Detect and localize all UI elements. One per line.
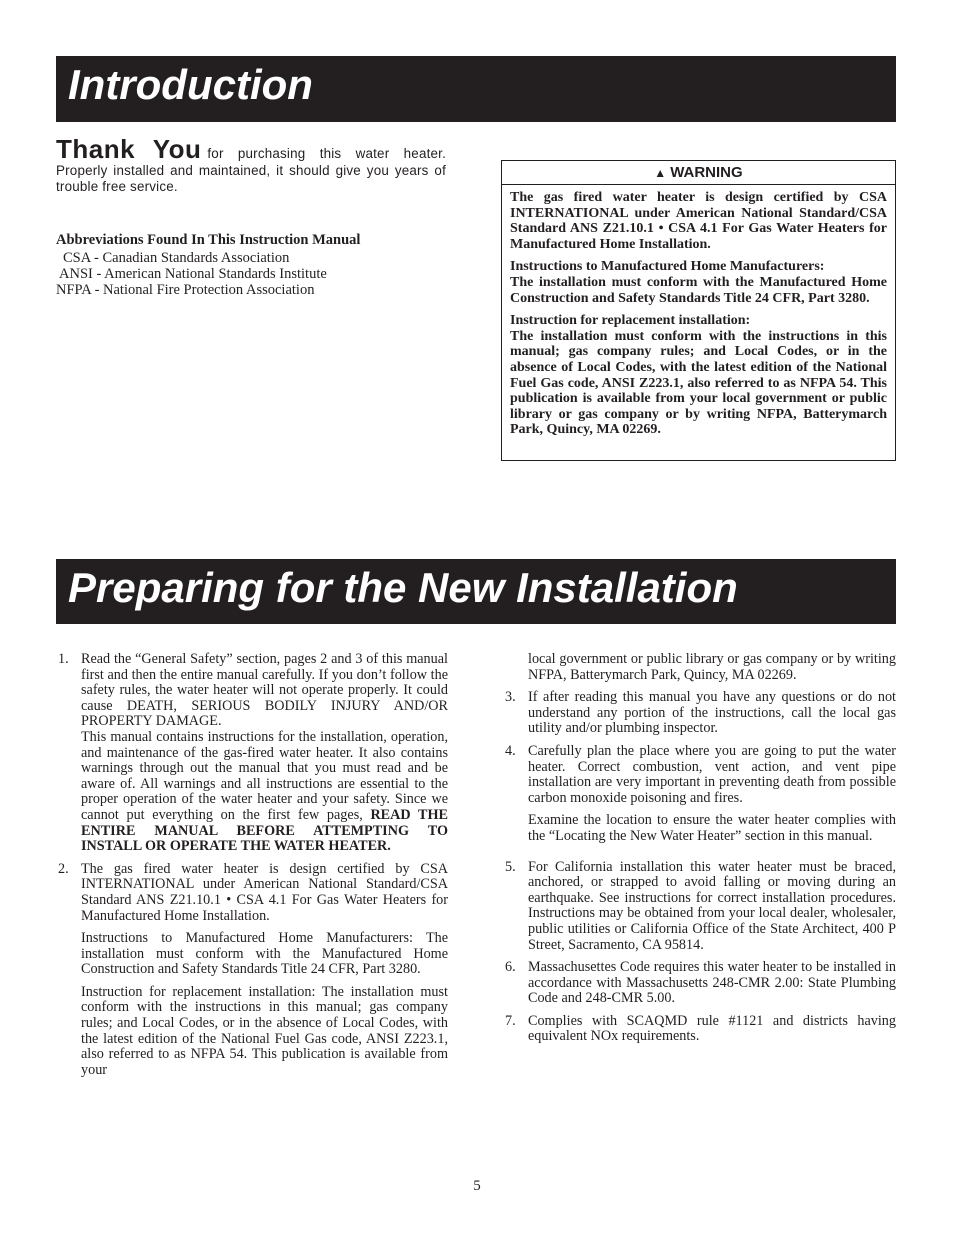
abbreviations-heading: Abbreviations Found In This Instruction Manual — [56, 232, 361, 248]
introduction-banner — [56, 56, 896, 122]
warning-replacement-heading: Instruction for replacement installation: — [510, 313, 751, 329]
warning-body — [502, 185, 895, 438]
thank-you-heading: Thank You — [56, 134, 202, 164]
introduction-title: Introduction — [68, 61, 313, 108]
warning-paragraph-manufacturers — [510, 259, 887, 306]
page-number: 5 — [473, 1178, 481, 1194]
warning-manufacturers-heading: Instructions to Manufactured Home Manufacturers: — [510, 259, 825, 275]
list-item — [503, 744, 896, 845]
list-item — [503, 860, 896, 954]
item-text: Carefully plan the place where you are going to put the water heater. Correct combustion, vent action, and vent pipe installation are very important in preventing death from possible carbon monoxide poisoning and fires. — [528, 742, 896, 806]
item-number: 1. — [58, 651, 69, 667]
item-number: 2. — [58, 860, 69, 877]
item-text: Complies with SCAQMD rule #1121 and districts having equivalent NOx requirements. — [528, 1012, 896, 1045]
warning-header — [502, 161, 895, 185]
list-item — [503, 960, 896, 1007]
abbreviations-section — [56, 232, 456, 298]
item-number: 3. — [505, 689, 516, 706]
item-number: 6. — [505, 959, 516, 976]
thank-you-text: for purchasing this water heater. Properly installed and maintained, it should give you years of trouble free service. — [56, 146, 446, 194]
warning-box — [501, 160, 896, 461]
item-text-regular: This manual contains instructions for the installation, operation, and maintenance of the gas-fired water heater. It also contains warnings through out the manual that you must read and be aware of. All warnings and all instructions are essential to the proper operation of the water heater and your safety. Since we cannot put everything on the first few pages, — [81, 728, 448, 823]
preparing-banner — [56, 559, 896, 624]
item-text: Massachusettes Code requires this water heater to be installed in accordance with Massachusetts 248-CMR 2.00: State Plumbing Code and 248-CMR 5.00. — [528, 959, 896, 1007]
abbreviation-item: NFPA - National Fire Protection Association — [56, 282, 315, 298]
abbreviation-item: CSA - Canadian Standards Association — [63, 250, 290, 266]
list-item — [56, 652, 448, 855]
list-item — [503, 690, 896, 737]
warning-label: WARNING — [670, 164, 743, 181]
preparing-title: Preparing for the New Installation — [68, 564, 738, 611]
warning-paragraph-replacement — [510, 313, 887, 438]
thank-you-paragraph — [56, 134, 446, 196]
warning-triangle-icon: ▲ — [654, 166, 667, 180]
item-number: 7. — [505, 1012, 516, 1029]
abbreviation-item: ANSI - American National Standards Institute — [59, 266, 327, 282]
item-text: For California installation this water heater must be braced, anchored, or strapped to avoid falling or moving during an earthquake. See instructions for correct installation procedures. Instructions may be obtained from your local dealer, wholesaler, public utilities or California Office of the State Architect, 400 P Street, Sacramento, CA 95814. — [528, 858, 896, 953]
item-text-bold: READ THE ENTIRE MANUAL BEFORE ATTEMPTING TO INSTALL OR OPERATE THE WATER HEATER. — [81, 806, 449, 855]
warning-manufacturers-text: The installation must conform with the Manufactured Home Construction and Safety Standards Title 24 CFR, Part 3280. — [510, 274, 887, 306]
item-continuation: local government or public library or gas company or by writing NFPA, Batterymarch Park, Quincy, MA 02269. — [528, 651, 896, 683]
left-column — [56, 652, 448, 1085]
item-number: 4. — [505, 742, 516, 759]
right-column — [503, 652, 896, 1052]
list-item — [56, 862, 448, 1079]
item-text: Instructions to Manufactured Home Manufacturers: The installation must conform with the Manufactured Home Construction and Safety Standards Title 24 CFR, Part 3280. — [81, 930, 448, 978]
list-item — [503, 1014, 896, 1045]
item-text: Examine the location to ensure the water heater complies with the “Locating the New Water Heater” section in this manual. — [528, 812, 896, 844]
warning-replacement-text: The installation must conform with the instructions in this manual; gas company rules; and Local Codes, or in the absence of Local Codes, with the latest edition of the National Fuel Gas code, ANSI Z223.1, also referred to as NFPA 54. This publication is available from your local government or public library or gas company or by writing NFPA, Batterymarch Park, Quincy, MA 02269. — [510, 328, 887, 438]
item-text — [81, 730, 448, 855]
warning-paragraph-certification: The gas fired water heater is design certified by CSA INTERNATIONAL under American National Standard/CSA Standard ANS Z21.10.1 • CSA 4.1 For Gas Water Heaters for Manufactured Home Installation. — [510, 190, 887, 252]
item-text: Instruction for replacement installation: The installation must conform with the instructions in this manual; gas company rules; and Local Codes, or in the absence of Local Codes, with the latest edition of the National Fuel Gas code, ANSI Z223.1, also referred to as NFPA 54. This publication is available from your — [81, 983, 448, 1078]
item-text: Read the “General Safety” section, pages 2 and 3 of this manual first and then the entire manual carefully. If you don’t follow the safety rules, the water heater will not operate properly. It could cause DEATH, SERIOUS BODILY INJURY AND/OR PROPERTY DAMAGE. — [81, 651, 448, 730]
item-text: If after reading this manual you have any questions or do not understand any portion of the instructions, call the local gas utility and/or plumbing inspector. — [528, 689, 896, 737]
item-number: 5. — [505, 858, 516, 875]
item-text: The gas fired water heater is design certified by CSA INTERNATIONAL under American National Standard/CSA Standard ANS Z21.10.1 • CSA 4.1 For Gas Water Heaters for Manufactured Home Installation. — [81, 860, 448, 924]
